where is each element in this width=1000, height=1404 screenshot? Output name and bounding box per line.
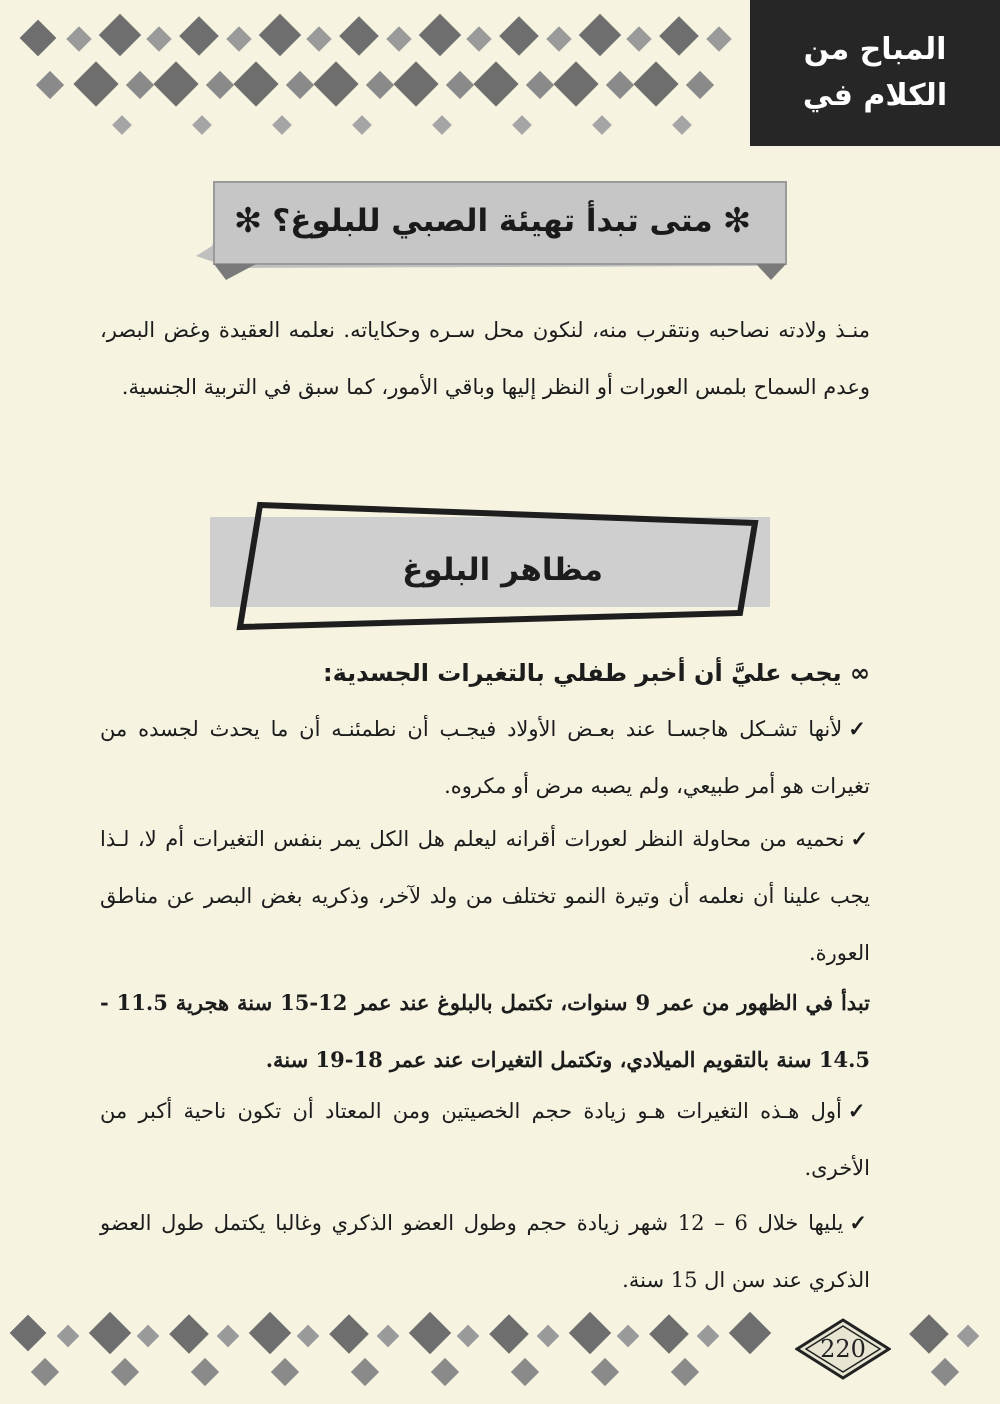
page-number-badge	[795, 1318, 891, 1380]
page-number: 220	[820, 1335, 866, 1363]
check-icon: ✓	[850, 826, 870, 851]
chapter-corner-tab	[750, 0, 1000, 146]
question-heading	[100, 648, 870, 698]
check-icon: ✓	[849, 1210, 870, 1235]
section-title	[210, 186, 775, 256]
chapter-tab-line2: الكلام في	[802, 78, 948, 113]
bullet-text: لأنها تشـكل هاجسـا عند بعـض الأولاد فيجـب أن نطمئنـه أن ما يحدث لجسده من تغيرات هو أمر طبيعي، ولم يصبه مرض أو مكروه.	[100, 717, 870, 798]
chapter-tab-line1: المباح من	[803, 32, 947, 67]
intro-paragraph: منـذ ولادته نصاحبه ونتقرب منه، لنكون محل سـره وحكاياته. نعلمه العقيدة وغض البصر، وعدم السماح بلمس العورات أو النظر إليها وباقي الأمور، كما سبق في التربية الجنسية.	[100, 318, 870, 399]
bullet-text: أول هـذه التغيرات هـو زيادة حجم الخصيتين ومن المعتاد أن تكون ناحية أكبر من الأخرى.	[100, 1099, 870, 1180]
list-item	[100, 810, 870, 982]
list-item	[100, 700, 870, 815]
check-icon: ✓	[848, 716, 870, 741]
top-diamond-border	[0, 0, 750, 150]
star-icon: ✻	[233, 201, 263, 241]
subsection-title: مظاهر البلوغ	[402, 552, 603, 588]
star-icon: ✻	[722, 201, 752, 241]
bullet-text: نحميه من محاولة النظر لعورات أقرانه ليعلم هل الكل يمر بنفس التغيرات أم لا، لـذا يجب علينا أن نعلمه أن وتيرة النمو تختلف من ولد لآخر، وذكريه بغض البصر عن مناطق العورة.	[100, 827, 870, 965]
list-item	[100, 1082, 870, 1197]
list-item	[100, 1194, 870, 1309]
bullet-text: يليها خلال 6 – 12 شهر زيادة حجم وطول العضو الذكري وغالبا يكتمل طول العضو الذكري عند سن ال 15 سنة.	[100, 1211, 870, 1292]
check-icon: ✓	[847, 1098, 870, 1123]
infinity-icon: ∞	[850, 659, 870, 687]
question-text: يجب عليَّ أن أخبر طفلي بالتغيرات الجسدية:	[322, 659, 842, 687]
section-title-text: متى تبدأ تهيئة الصبي للبلوغ؟	[272, 203, 713, 239]
bold-paragraph: تبدأ في الظهور من عمر 9 سنوات، تكتمل بالبلوغ عند عمر 12-15 سنة هجرية 11.5 - 14.5 سنة بالتقويم الميلادي، وتكتمل التغيرات عند عمر 18-19 سنة.	[100, 990, 871, 1072]
